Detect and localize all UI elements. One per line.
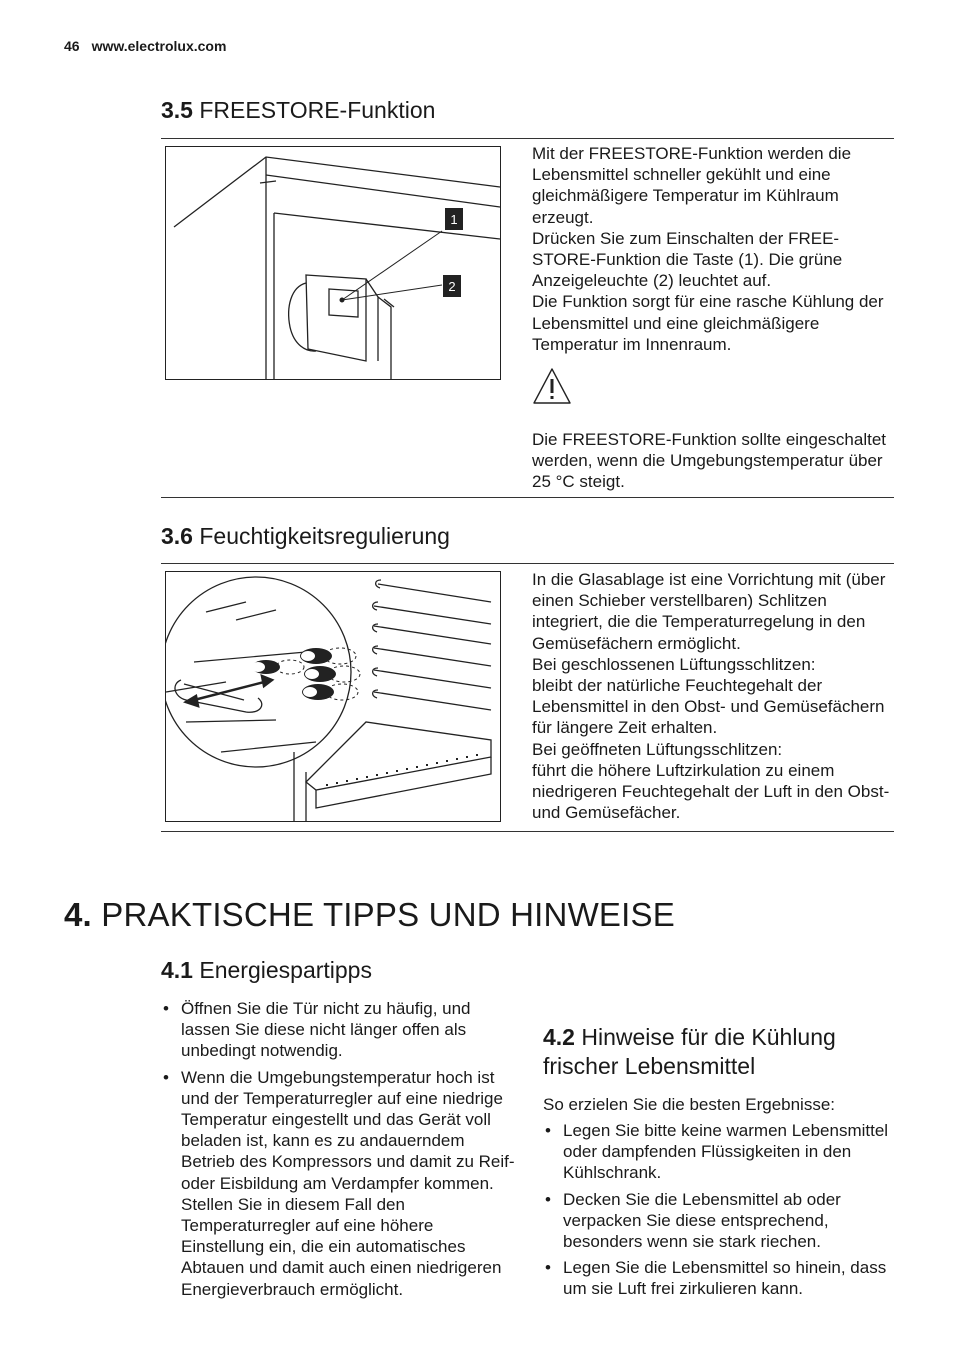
section-4-2-title xyxy=(543,1023,836,1081)
section-4-2-intro xyxy=(543,1094,903,1115)
paragraph: Die Funktion sorgt für eine rasche Kühlung der Lebensmittel und eine gleichmäßigere Temperatur im Innenraum. xyxy=(532,292,884,354)
humidity-control-illustration xyxy=(165,571,501,822)
section-title-line-2: frischer Lebensmittel xyxy=(543,1053,756,1079)
energy-tips-list xyxy=(161,998,521,1305)
list-item: • Wenn die Umgebungstemperatur hoch ist und der Temperaturregler auf eine niedrige Temperatur eingestellt und das Gerät voll beladen ist, kann es zu andauerndem Betrieb des Kompressors und damit zu Reif- oder Eisbildung am Verdampfer kommen. Stellen Sie in diesem Fall den Temperaturregler auf eine höhere Einstellung ein, die ein automatisches Abtauen und damit auch einen niedrigeren Energieverbrauch ermöglicht. xyxy=(161,1067,521,1300)
freestore-warning-text xyxy=(532,429,894,493)
chapter-title-text: PRAKTISCHE TIPPS UND HINWEISE xyxy=(101,896,675,933)
chapter-4-title xyxy=(64,896,675,934)
section-number: 4.2 xyxy=(543,1024,575,1050)
section-bottom-rule xyxy=(161,497,894,498)
page-number: 46 xyxy=(64,38,80,54)
section-number: 4.1 xyxy=(161,957,193,983)
paragraph: Mit der FREESTORE-Funktion werden die Lebensmittel schneller gekühlt und eine gleichmäßigere Temperatur im Kühlraum erzeugt. xyxy=(532,144,852,227)
list-item: • Öffnen Sie die Tür nicht zu häufig, und lassen Sie diese nicht länger offen als unbedingt notwendig. xyxy=(161,998,521,1062)
list-item: • Legen Sie bitte keine warmen Lebensmittel oder dampfenden Flüssigkeiten in den Kühlschrank. xyxy=(543,1120,903,1184)
humidity-description xyxy=(532,569,894,823)
page-header xyxy=(64,38,226,54)
section-title-text: FREESTORE-Funktion xyxy=(199,97,436,123)
paragraph: bleibt der natürliche Feuchtegehalt der Lebensmittel in den Obst- und Gemüsefächern für längere Zeit erhalten. xyxy=(532,676,885,738)
section-title-line-1: Hinweise für die Kühlung xyxy=(581,1024,836,1050)
chapter-number: 4. xyxy=(64,896,92,933)
paragraph: führt die höhere Luftzirkulation zu einem niedrigeren Feuchtegehalt der Luft in den Obst- und Gemüsefächer. xyxy=(532,760,890,823)
paragraph: In die Glasablage ist eine Vorrichtung mit (über einen Schieber verstellbaren) Schlitzen integriert, die die Temperaturregelung in den Gemüsefächern ermöglicht. xyxy=(532,570,886,653)
list-item: • Decken Sie die Lebensmittel ab oder verpacken Sie diese entsprechend, besonders wenn sie stark riechen. xyxy=(543,1189,903,1253)
website-url: www.electrolux.com xyxy=(91,38,227,54)
fresh-food-tips-list xyxy=(543,1120,903,1305)
paragraph: Bei geschlossenen Lüftungsschlitzen: xyxy=(532,654,816,674)
section-title-text: Energiespartipps xyxy=(199,957,372,983)
freestore-description xyxy=(532,143,894,355)
section-3-5-title xyxy=(161,97,435,124)
section-3-6-title xyxy=(161,523,450,550)
section-4-1-title xyxy=(161,957,372,984)
intro-text: So erzielen Sie die besten Ergebnisse: xyxy=(543,1095,836,1114)
callout-label-1: 1 xyxy=(450,212,458,227)
callout-label-2: 2 xyxy=(448,279,456,294)
list-item: • Legen Sie die Lebensmittel so hinein, dass um sie Luft frei zirkulieren kann. xyxy=(543,1257,903,1299)
paragraph: Drücken Sie zum Einschalten der FREE-STORE-Funktion die Taste (1). Die grüne Anzeigeleuchte (2) leuchtet auf. xyxy=(532,228,843,291)
glass-shelf-drawing xyxy=(166,572,500,821)
fridge-freestore-drawing xyxy=(166,147,500,379)
section-top-rule xyxy=(161,563,894,564)
warning-paragraph: Die FREESTORE-Funktion sollte eingeschaltet werden, wenn die Umgebungstemperatur über 25 °C steigt. xyxy=(532,430,887,492)
freestore-illustration xyxy=(165,146,501,380)
section-bottom-rule xyxy=(161,831,894,832)
warning-triangle-icon xyxy=(532,366,572,406)
section-number: 3.5 xyxy=(161,97,193,123)
section-top-rule xyxy=(161,138,894,139)
section-title-text: Feuchtigkeitsregulierung xyxy=(199,523,450,549)
section-number: 3.6 xyxy=(161,523,193,549)
paragraph: Bei geöffneten Lüftungsschlitzen: xyxy=(532,739,783,759)
